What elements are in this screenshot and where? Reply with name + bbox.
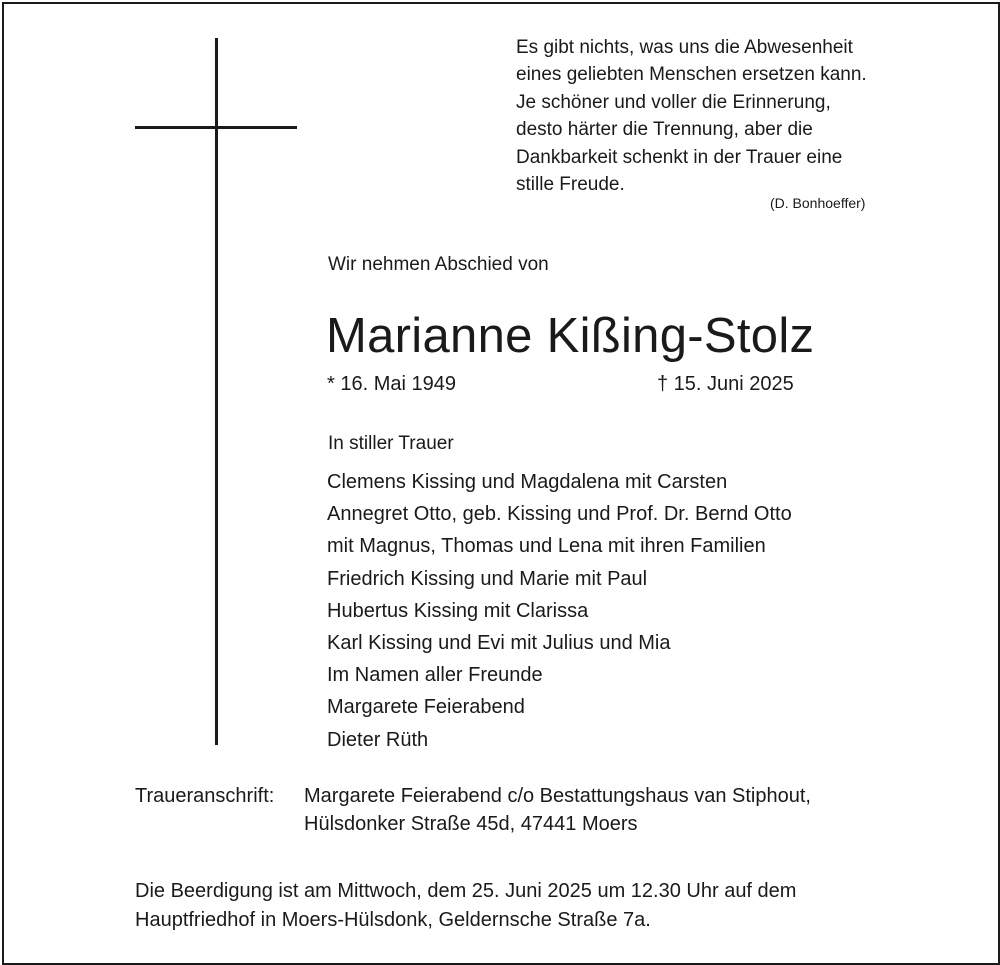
birth-date: * 16. Mai 1949 (327, 373, 456, 395)
cross-icon-bar (135, 126, 297, 129)
mourner-line: Karl Kissing und Evi mit Julius und Mia (327, 632, 671, 655)
funeral-line: Die Beerdigung ist am Mittwoch, dem 25. Juni 2025 um 12.30 Uhr auf dem (135, 880, 797, 902)
mourner-line: mit Magnus, Thomas und Lena mit ihren Familien (327, 535, 766, 558)
mourner-line: Friedrich Kissing und Marie mit Paul (327, 567, 648, 590)
death-date: † 15. Juni 2025 (657, 373, 794, 395)
quote-block (516, 34, 896, 198)
funeral-info (135, 877, 796, 934)
address-line: Margarete Feierabend c/o Bestattungshaus van Stiphout, (304, 785, 811, 807)
quote-line: Dankbarkeit schenkt in der Trauer eine (516, 146, 843, 168)
quote-line: desto härter die Trennung, aber die (516, 119, 813, 141)
mourner-line: Dieter Rüth (327, 728, 429, 751)
mourner-line: Hubertus Kissing mit Clarissa (327, 599, 589, 622)
farewell-intro: Wir nehmen Abschied von (328, 254, 549, 275)
mourner-line: Margarete Feierabend (327, 696, 525, 719)
quote-author: (D. Bonhoeffer) (770, 195, 866, 211)
mourner-line: Im Namen aller Freunde (327, 664, 543, 687)
address-line: Hülsdonker Straße 45d, 47441 Moers (304, 813, 638, 835)
funeral-line: Hauptfriedhof in Moers-Hülsdonk, Geldernsche Straße 7a. (135, 908, 651, 931)
mourner-line: Clemens Kissing und Magdalena mit Carsten (327, 471, 728, 493)
quote-line: Es gibt nichts, was uns die Abwesenheit (516, 37, 853, 58)
mourner-line: Annegret Otto, geb. Kissing und Prof. Dr. Bernd Otto (327, 503, 792, 526)
quote-line: Je schöner und voller die Erinnerung, (516, 91, 831, 113)
mourners-list (327, 466, 792, 756)
mourners-intro: In stiller Trauer (328, 433, 454, 454)
quote-line: stille Freude. (516, 174, 625, 196)
deceased-name: Marianne Kißing-Stolz (326, 309, 815, 363)
address-label: Traueranschrift: (135, 785, 275, 807)
quote-line: eines geliebten Menschen ersetzen kann. (516, 64, 867, 86)
cross-icon (215, 38, 218, 745)
